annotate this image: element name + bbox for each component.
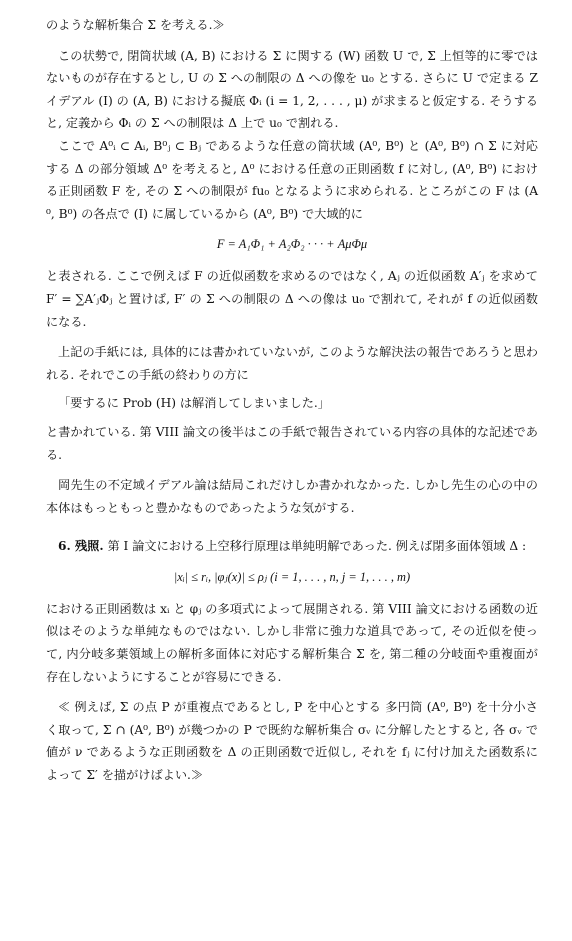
paragraph-holomorphic-expansion: における正則函数は xᵢ と φⱼ の多項式によって展開される. 第 VIII 論文における函数の近似はそのような単純なものではない. しかし非常に強力な道具であって, その近似を使って, 内分岐多葉領域上の解析多面体に対応する解析集合 Σ を, 第二種の分岐面や重複面が存在しないようにすることが容易にできる. <box>46 601 538 684</box>
paragraph-cylinder-domain: ここで A⁰ᵢ ⊂ Aᵢ, B⁰ⱼ ⊂ Bⱼ であるような任意の筒状域 (A⁰, B⁰) と (A⁰, B⁰) ∩ Σ に対応する Δ の部分領域 Δ⁰ を考えると, Δ⁰ における任意の正則函数 f に対し, (A⁰, B⁰) における正則函数 F を, その Σ への制限が fu₀ となるように求められる. ところがこの F は (A⁰, B⁰) の各点で (I) に属しているから (A⁰, B⁰) で大域的に <box>46 138 538 221</box>
section-heading: 6. 残照. <box>58 539 104 554</box>
section-6-text: 第 I 論文における上空移行原理は単純明解であった. 例えば閉多面体領域 Δ : <box>107 539 527 554</box>
paragraph-continuation: のような解析集合 Σ を考える.≫ <box>46 18 225 32</box>
quote-prob-h: 「要するに Prob (H) は解消してしまいました.」 <box>58 396 330 411</box>
paragraph-section-6 <box>46 535 538 558</box>
paragraph-letter: 上記の手紙には, 具体的には書かれていないが, このような解決法の報告であろうと思われる. それでこの手紙の終わりの方に <box>46 345 538 382</box>
paragraph-ideal-theory: 岡先生の不定域イデアル論は結局これだけしか書かれなかった. しかし先生の心の中の本体はもっともっと豊かなものであったような気がする. <box>46 478 538 515</box>
paragraph-approximation: と表される. ここで例えば F の近似函数を求めるのではなく, Aⱼ の近似函数 A′ⱼ を求めて F′ = ∑A′ⱼΦⱼ と置けば, F′ の Σ への制限の Δ への像は u₀ で割れて, それが f の近似函数になる. <box>46 269 538 329</box>
paragraph-paper-viii: と書かれている. 第 VIII 論文の後半はこの手紙で報告されている内容の具体的な記述である. <box>46 424 538 462</box>
paragraph-w-function: この状勢で, 閉筒状域 (A, B) における Σ に関する (W) 函数 U で, Σ 上恒等的に零ではないものが存在するとし, U の Σ への制限の Δ への像を u₀ とする. さらに U で定まる Z イデアル (I) の (A, B) における擬底 Φᵢ (i = 1, 2, . . . , μ) が求まると仮定する. そうすると, 定義から Φᵢ の Σ への制限は Δ 上で u₀ で割れる. <box>46 48 538 131</box>
equation-polyhedral-domain: |xᵢ| ≤ rᵢ, |φⱼ(x)| ≤ ρⱼ (i = 1, . . . , n, j = 1, . . . , m) <box>173 569 411 584</box>
equation-f-expansion: F = A₁Φ₁ + A₂Φ₂ · · · + AμΦμ <box>216 237 368 252</box>
paragraph-example: ≪ 例えば, Σ の点 P が重複点であるとし, P を中心とする 多円筒 (A⁰, B⁰) を十分小さく取って, Σ ∩ (A⁰, B⁰) が幾つかの P で既約な解析集合 σᵥ に分解したとすると, 各 σᵥ で値が ν であるような正則函数を Δ の正則函数で近似し, それを fⱼ に付け加えた函数系によって Σ′ を描がけばよい.≫ <box>46 700 538 783</box>
